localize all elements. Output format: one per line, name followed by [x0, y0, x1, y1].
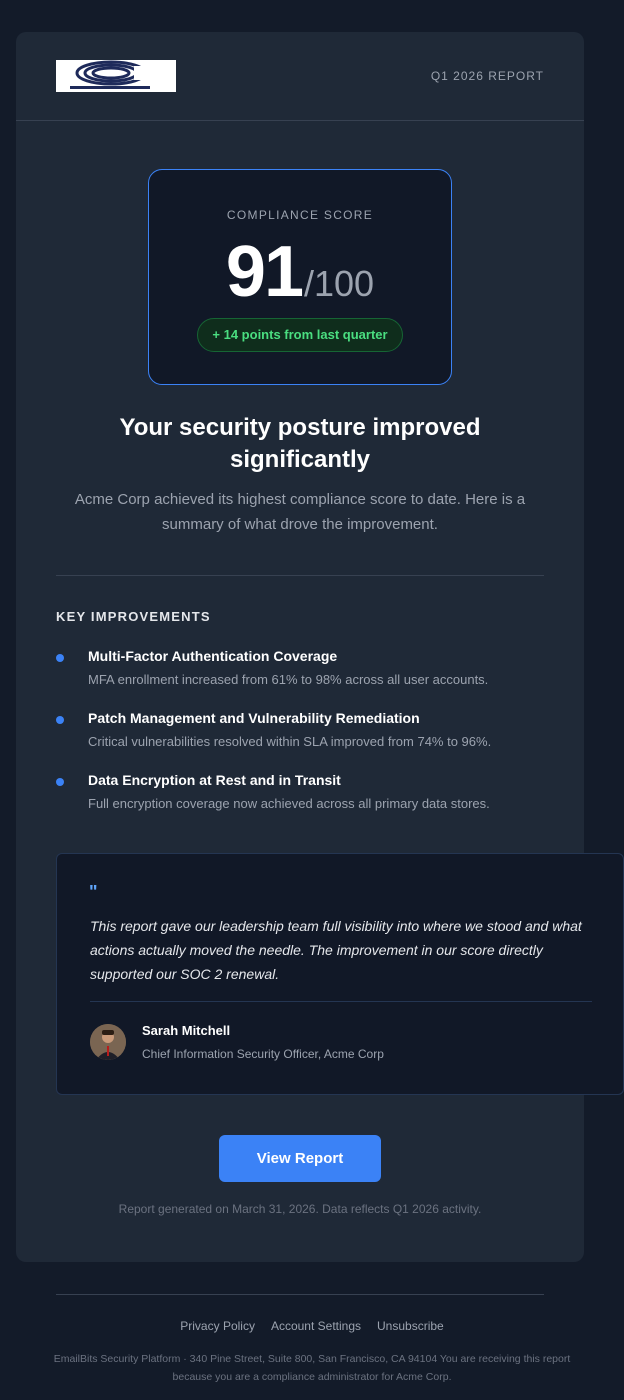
compliance-score-card [148, 169, 452, 385]
quote-icon: " [89, 882, 98, 902]
score-number: 91 [225, 232, 302, 312]
improvement-title: Data Encryption at Rest and in Transit [88, 772, 341, 788]
testimonial-divider [90, 1001, 592, 1002]
list-item [56, 710, 556, 772]
score-delta-badge: + 14 points from last quarter [197, 318, 403, 352]
avatar [90, 1024, 126, 1060]
key-improvements-title: KEY IMPROVEMENTS [56, 609, 211, 624]
generated-note: Report generated on March 31, 2026. Data reflects Q1 2026 activity. [118, 1202, 482, 1216]
footer-links [0, 1319, 624, 1333]
report-period-label: Q1 2026 REPORT [430, 69, 544, 83]
author-role: Chief Information Security Officer, Acme Corp [142, 1047, 384, 1061]
bullet-icon [56, 716, 64, 724]
improvement-description: Full encryption coverage now achieved across all primary data stores. [88, 796, 490, 811]
account-settings-link[interactable]: Account Settings [270, 1319, 362, 1333]
improvement-description: MFA enrollment increased from 61% to 98% across all user accounts. [88, 672, 489, 687]
section-divider [56, 575, 544, 576]
unsubscribe-link[interactable]: Unsubscribe [377, 1319, 444, 1333]
company-logo [56, 60, 176, 92]
list-item [56, 772, 556, 834]
headline: Your security posture improved significantly [119, 414, 481, 473]
score-total: /100 [304, 263, 375, 304]
privacy-policy-link[interactable]: Privacy Policy [180, 1319, 255, 1333]
summary-text: Acme Corp achieved its highest compliance score to date. Here is a summary of what drove the improvement. [74, 491, 526, 533]
improvement-title: Multi-Factor Authentication Coverage [88, 648, 338, 664]
card-header [16, 32, 584, 121]
author-name: Sarah Mitchell [142, 1023, 231, 1038]
testimonial-quote: This report gave our leadership team full visibility into where we stood and what actions actually moved the needle. The improvement in our score directly supported our SOC 2 renewal. [90, 918, 582, 982]
footer-divider [56, 1294, 544, 1295]
improvements-list [56, 648, 556, 834]
improvement-title: Patch Management and Vulnerability Remediation [88, 710, 420, 726]
bullet-icon [56, 778, 64, 786]
testimonial-card [56, 853, 624, 1095]
footer-address: EmailBits Security Platform · 340 Pine Street, Suite 800, San Francisco, CA 94104 You are receiving this report because you are a compliance administrator for Acme Corp. [53, 1353, 571, 1383]
score-value [149, 232, 451, 312]
view-report-button[interactable]: View Report [219, 1135, 381, 1182]
list-item [56, 648, 556, 710]
bullet-icon [56, 654, 64, 662]
improvement-description: Critical vulnerabilities resolved within SLA improved from 74% to 96%. [88, 734, 492, 749]
score-label: COMPLIANCE SCORE [226, 208, 374, 222]
